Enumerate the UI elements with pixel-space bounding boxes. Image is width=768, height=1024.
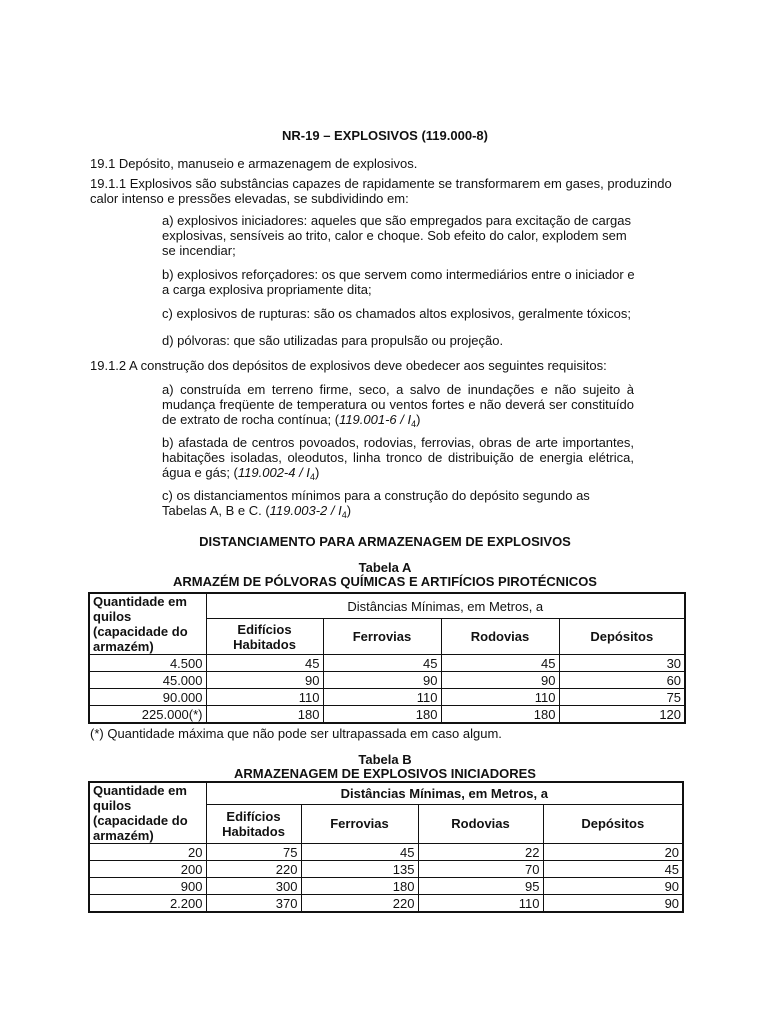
table-cell: 120	[559, 706, 685, 724]
table-cell: 180	[206, 706, 323, 724]
table-cell: 22	[418, 844, 543, 861]
table-cell: 300	[206, 878, 301, 895]
table-cell: 135	[301, 861, 418, 878]
table-a-col-header: Depósitos	[559, 619, 685, 655]
section-19-1: 19.1 Depósito, manuseio e armazenagem de explosivos.	[90, 156, 418, 171]
table-cell: 110	[418, 895, 543, 913]
table-cell: 370	[206, 895, 301, 913]
table-cell: 200	[89, 861, 206, 878]
list-item-d: d) pólvoras: que são utilizadas para propulsão ou projeção.	[162, 333, 504, 348]
requirement-a-text: a) construída em terreno firme, seco, a salvo de inundações e não sujeito à mudança freqüente de temperatura ou ventos fortes e não deverá ser constituído de extrato de rocha contínua; (	[162, 382, 634, 427]
footnote: (*) Quantidade máxima que não pode ser ultrapassada em caso algum.	[90, 726, 502, 741]
table-b-label: Tabela B	[358, 752, 412, 767]
table-b-col-header: Depósitos	[543, 804, 683, 843]
table-row	[89, 878, 683, 895]
table-cell: 110	[441, 689, 559, 706]
table-a	[88, 592, 686, 724]
document-title: NR-19 – EXPLOSIVOS (119.000-8)	[282, 128, 488, 143]
table-row	[89, 672, 685, 689]
table-a-title: ARMAZÉM DE PÓLVORAS QUÍMICAS E ARTIFÍCIOS PIROTÉCNICOS	[173, 574, 597, 589]
table-cell: 75	[206, 844, 301, 861]
requirement-a	[162, 382, 634, 427]
table-a-dist-header: Distâncias Mínimas, em Metros, a	[206, 593, 685, 619]
table-cell: 4.500	[89, 655, 206, 672]
section-heading: DISTANCIAMENTO PARA ARMAZENAGEM DE EXPLOSIVOS	[199, 534, 571, 549]
table-b-qty-header: Quantidade em quilos (capacidade do armazém)	[89, 782, 206, 844]
table-b	[88, 781, 684, 913]
table-cell: 20	[543, 844, 683, 861]
table-cell: 220	[301, 895, 418, 913]
table-cell: 70	[418, 861, 543, 878]
table-cell: 60	[559, 672, 685, 689]
table-cell: 900	[89, 878, 206, 895]
list-item-a: a) explosivos iniciadores: aqueles que são empregados para excitação de cargas explosivas, sensíveis ao trito, calor e choque. Sob efeito do calor, explodem sem se incendiar;	[162, 213, 632, 258]
requirement-c-ref-sub: 4	[341, 510, 347, 520]
table-cell: 180	[301, 878, 418, 895]
table-row	[89, 895, 683, 913]
table-b-col-header: Ferrovias	[301, 804, 418, 843]
table-cell: 90	[323, 672, 441, 689]
table-cell: 110	[323, 689, 441, 706]
requirement-b-ref: 119.002-4 / I	[237, 465, 310, 480]
requirement-b-text: b) afastada de centros povoados, rodovias, ferrovias, obras de arte importantes, habitações isoladas, oleodutos, linha tronco de distribuição de energia elétrica, água e gás; (	[162, 435, 634, 480]
table-a-col-header: Ferrovias	[323, 619, 441, 655]
table-a-label: Tabela A	[358, 560, 412, 575]
table-b-col-header: Edifícios Habitados	[206, 804, 301, 843]
requirement-a-ref: 119.001-6 / I	[339, 412, 412, 427]
table-cell: 45	[543, 861, 683, 878]
table-b-dist-header: Distâncias Mínimas, em Metros, a	[206, 782, 683, 804]
requirement-b-close: )	[314, 465, 320, 480]
table-cell: 95	[418, 878, 543, 895]
table-cell: 45	[206, 655, 323, 672]
table-cell: 90	[543, 878, 683, 895]
table-row	[89, 844, 683, 861]
table-cell: 90	[206, 672, 323, 689]
requirement-c-ref: 119.003-2 / I	[269, 503, 342, 518]
section-19-1-2: 19.1.2 A construção dos depósitos de explosivos deve obedecer aos seguintes requisitos:	[90, 358, 607, 373]
table-cell: 20	[89, 844, 206, 861]
table-cell: 45	[441, 655, 559, 672]
table-cell: 90.000	[89, 689, 206, 706]
table-cell: 225.000(*)	[89, 706, 206, 724]
requirement-a-ref-sub: 4	[411, 419, 417, 429]
table-a-col-header: Rodovias	[441, 619, 559, 655]
list-item-c: c) explosivos de rupturas: são os chamados altos explosivos, geralmente tóxicos;	[162, 306, 631, 321]
table-cell: 2.200	[89, 895, 206, 913]
table-cell: 90	[543, 895, 683, 913]
table-b-title: ARMAZENAGEM DE EXPLOSIVOS INICIADORES	[234, 766, 536, 781]
requirement-b	[162, 435, 634, 480]
requirement-c-text: c) os distanciamentos mínimos para a construção do depósito segundo as Tabelas A, B e C. (	[162, 488, 590, 518]
table-cell: 45	[301, 844, 418, 861]
requirement-c	[162, 488, 634, 518]
table-a-col-header: Edifícios Habitados	[206, 619, 323, 655]
section-19-1-1: 19.1.1 Explosivos são substâncias capazes de rapidamente se transformarem em gases, produzindo calor intenso e pressões elevadas, se subdividindo em:	[90, 176, 672, 206]
list-item-b: b) explosivos reforçadores: os que servem como intermediários entre o iniciador e a carga explosiva propriamente dita;	[162, 267, 635, 297]
requirement-a-close: )	[416, 412, 421, 427]
table-cell: 220	[206, 861, 301, 878]
table-cell: 30	[559, 655, 685, 672]
requirement-b-ref-sub: 4	[309, 472, 315, 482]
table-cell: 180	[441, 706, 559, 724]
table-row	[89, 655, 685, 672]
requirement-c-close: )	[346, 503, 352, 518]
table-cell: 180	[323, 706, 441, 724]
table-a-qty-header: Quantidade em quilos (capacidade do armazém)	[89, 593, 206, 655]
table-b-col-header: Rodovias	[418, 804, 543, 843]
table-cell: 45.000	[89, 672, 206, 689]
table-cell: 45	[323, 655, 441, 672]
table-cell: 75	[559, 689, 685, 706]
table-cell: 90	[441, 672, 559, 689]
table-row	[89, 689, 685, 706]
table-cell: 110	[206, 689, 323, 706]
table-row	[89, 706, 685, 724]
table-row	[89, 861, 683, 878]
